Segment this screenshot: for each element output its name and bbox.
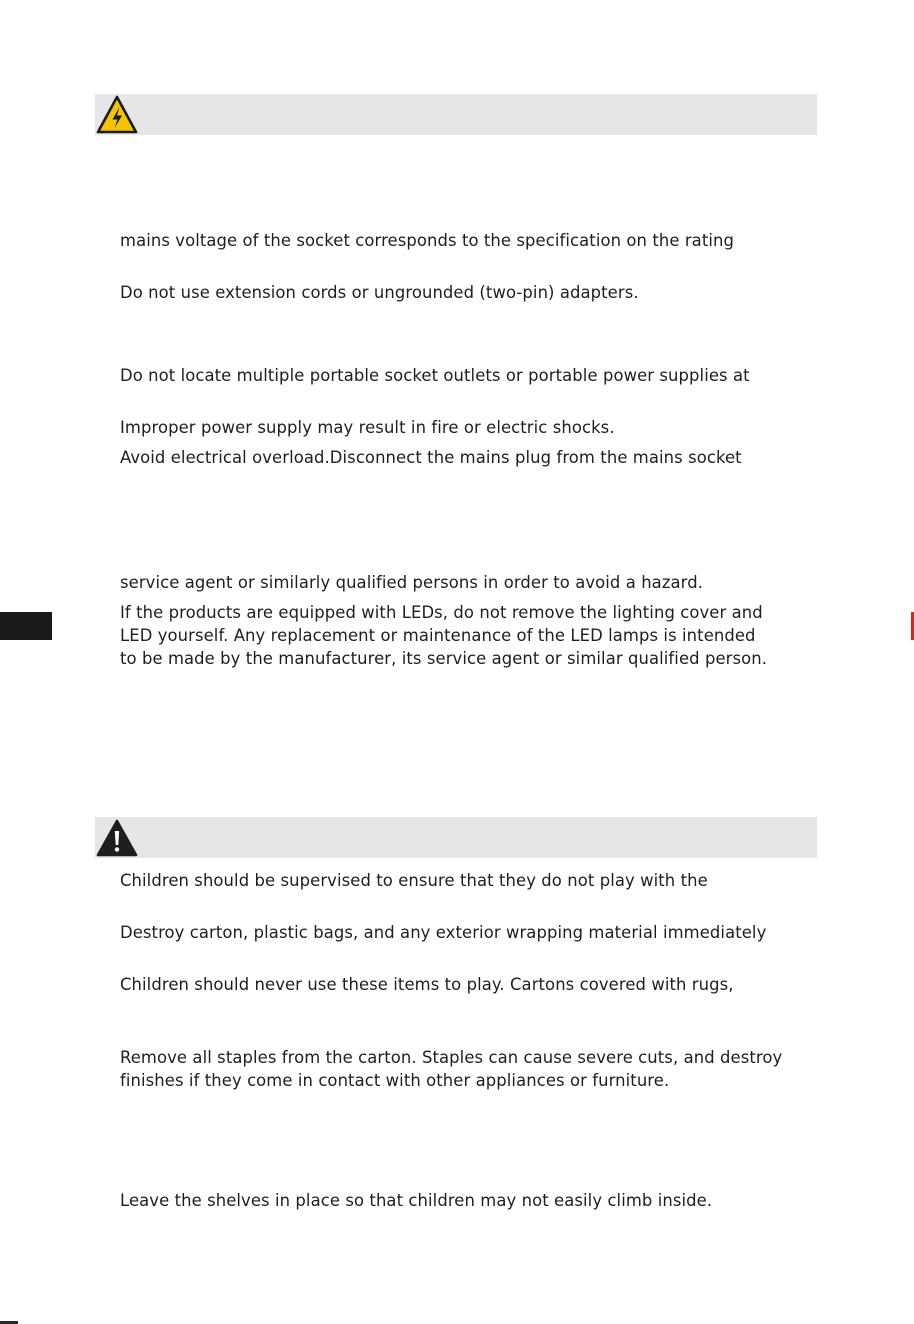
electrical-warning-line: service agent or similarly qualified persons in order to avoid a hazard. <box>120 573 704 592</box>
electrical-warning-line: LED yourself. Any replacement or maintenance of the LED lamps is intended <box>120 626 756 645</box>
general-warning-line: Children should be supervised to ensure that they do not play with the <box>120 871 708 890</box>
general-warning-line: Leave the shelves in place so that children may not easily climb inside. <box>120 1191 713 1210</box>
general-warning-line: Destroy carton, plastic bags, and any exterior wrapping material immediately <box>120 923 767 942</box>
electrical-warning-line: mains voltage of the socket corresponds to the specification on the rating <box>120 231 734 250</box>
general-warning-banner <box>95 817 817 858</box>
electrical-warning-line: Improper power supply may result in fire or electric shocks. <box>120 418 615 437</box>
electric-hazard-icon <box>96 95 138 134</box>
general-warning-line: finishes if they come in contact with other appliances or furniture. <box>120 1071 670 1090</box>
electrical-warning-line: If the products are equipped with LEDs, do not remove the lighting cover and <box>120 603 763 622</box>
electrical-warning-line: to be made by the manufacturer, its service agent or similar qualified person. <box>120 649 768 668</box>
electrical-warning-line: Do not locate multiple portable socket outlets or portable power supplies at <box>120 366 750 385</box>
electrical-warning-line: Avoid electrical overload.Disconnect the mains plug from the mains socket <box>120 448 742 467</box>
general-warning-line: Children should never use these items to play. Cartons covered with rugs, <box>120 975 734 994</box>
electrical-warning-banner <box>95 94 817 135</box>
electrical-warning-line: Do not use extension cords or ungrounded (two-pin) adapters. <box>120 283 639 302</box>
general-warning-line: Remove all staples from the carton. Staples can cause severe cuts, and destroy <box>120 1048 783 1067</box>
side-tab <box>0 612 52 640</box>
warning-exclamation-icon <box>96 818 138 857</box>
